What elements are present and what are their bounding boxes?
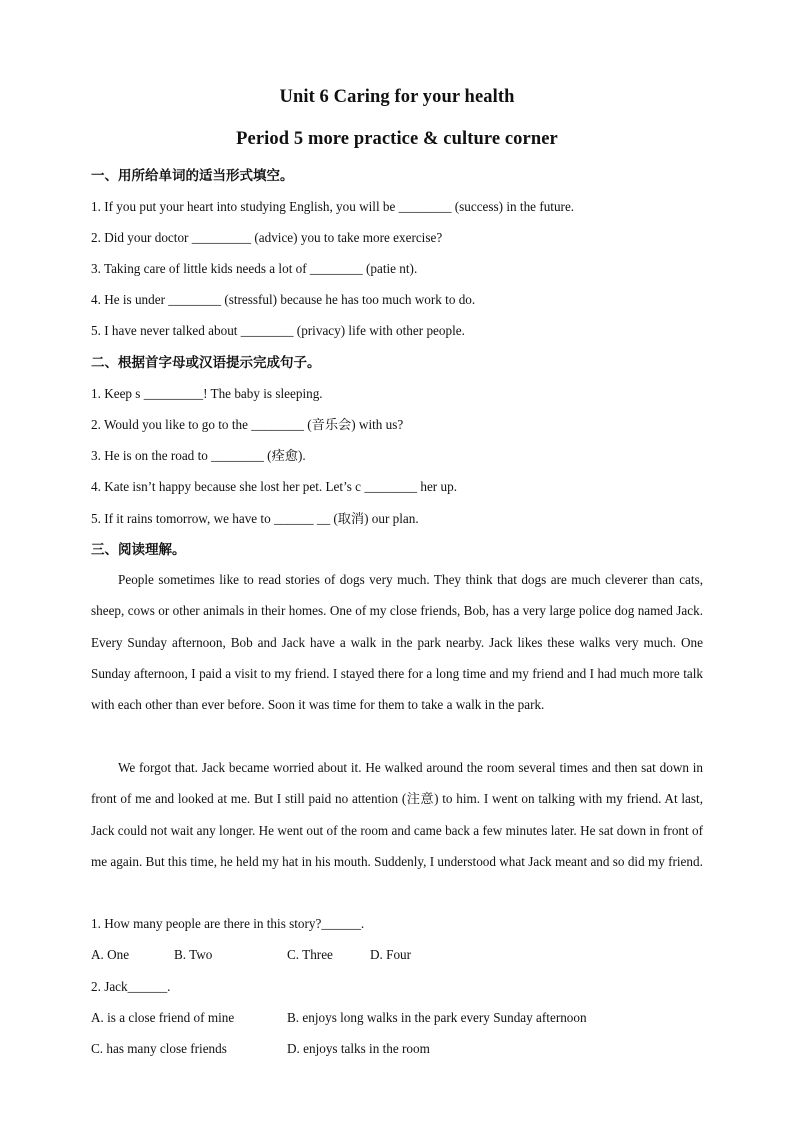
reading-paragraph-1: People sometimes like to read stories of dogs very much. They think that dogs are much cleverer than cats, sheep, cows or other animals in their homes. One of my close friends, Bob, has a very large police dog named Jack. Every Sunday afternoon, Bob and Jack have a walk in the park nearby. Jack likes these walks very much. One Sunday afternoon, I paid a visit to my friend. I stayed there for a long time and my friend and I had much more talk with each other than ever before. Soon it was time for them to take a walk in the park.: [91, 572, 703, 713]
exercise-item: 3. He is on the road to ________ (痊愈).: [91, 448, 306, 463]
reading-paragraph-2: We forgot that. Jack became worried about it. He walked around the room several times and then sat down in front of me and looked at me. But I still paid no attention (注意) to him. I went on talking with my friend. At last, Jack could not wait any longer. He went out of the room and came back a few minutes later. He sat down in front of me again. But this time, he held my hat in his mouth. Suddenly, I understood what Jack meant and so did my friend.: [91, 760, 703, 869]
exercise-item: 5. If it rains tomorrow, we have to ______ __ (取消) our plan.: [91, 511, 419, 526]
answer-option: B. Two: [174, 947, 213, 962]
section-heading-part1: 一、用所给单词的适当形式填空。: [91, 168, 294, 184]
answer-option: A. is a close friend of mine: [91, 1010, 235, 1025]
question-stem: 2. Jack______.: [91, 979, 171, 994]
answer-option: C. Three: [287, 947, 333, 962]
question-stem: 1. How many people are there in this story?______.: [91, 916, 365, 931]
exercise-item: 1. Keep s _________! The baby is sleeping.: [91, 386, 323, 401]
section-heading-part2: 二、根据首字母或汉语提示完成句子。: [91, 355, 321, 371]
answer-option: A. One: [91, 947, 130, 962]
exercise-item: 2. Did your doctor _________ (advice) you to take more exercise?: [91, 230, 443, 245]
exercise-item: 2. Would you like to go to the ________ (音乐会) with us?: [91, 417, 404, 432]
answer-option: C. has many close friends: [91, 1041, 227, 1056]
page-title: Unit 6 Caring for your health: [279, 87, 515, 107]
answer-option: B. enjoys long walks in the park every Sunday afternoon: [287, 1010, 587, 1025]
answer-option: D. enjoys talks in the room: [287, 1041, 430, 1056]
exercise-item: 5. I have never talked about ________ (privacy) life with other people.: [91, 323, 465, 338]
exercise-item: 4. Kate isn’t happy because she lost her pet. Let’s c ________ her up.: [91, 479, 457, 494]
exercise-item: 3. Taking care of little kids needs a lot of ________ (patie nt).: [91, 261, 418, 276]
exercise-item: 1. If you put your heart into studying English, you will be ________ (success) in the future.: [91, 199, 575, 214]
exercise-item: 4. He is under ________ (stressful) because he has too much work to do.: [91, 292, 476, 307]
section-heading-part3: 三、阅读理解。: [91, 542, 186, 558]
page-subtitle: Period 5 more practice & culture corner: [236, 129, 558, 149]
answer-option: D. Four: [370, 947, 412, 962]
